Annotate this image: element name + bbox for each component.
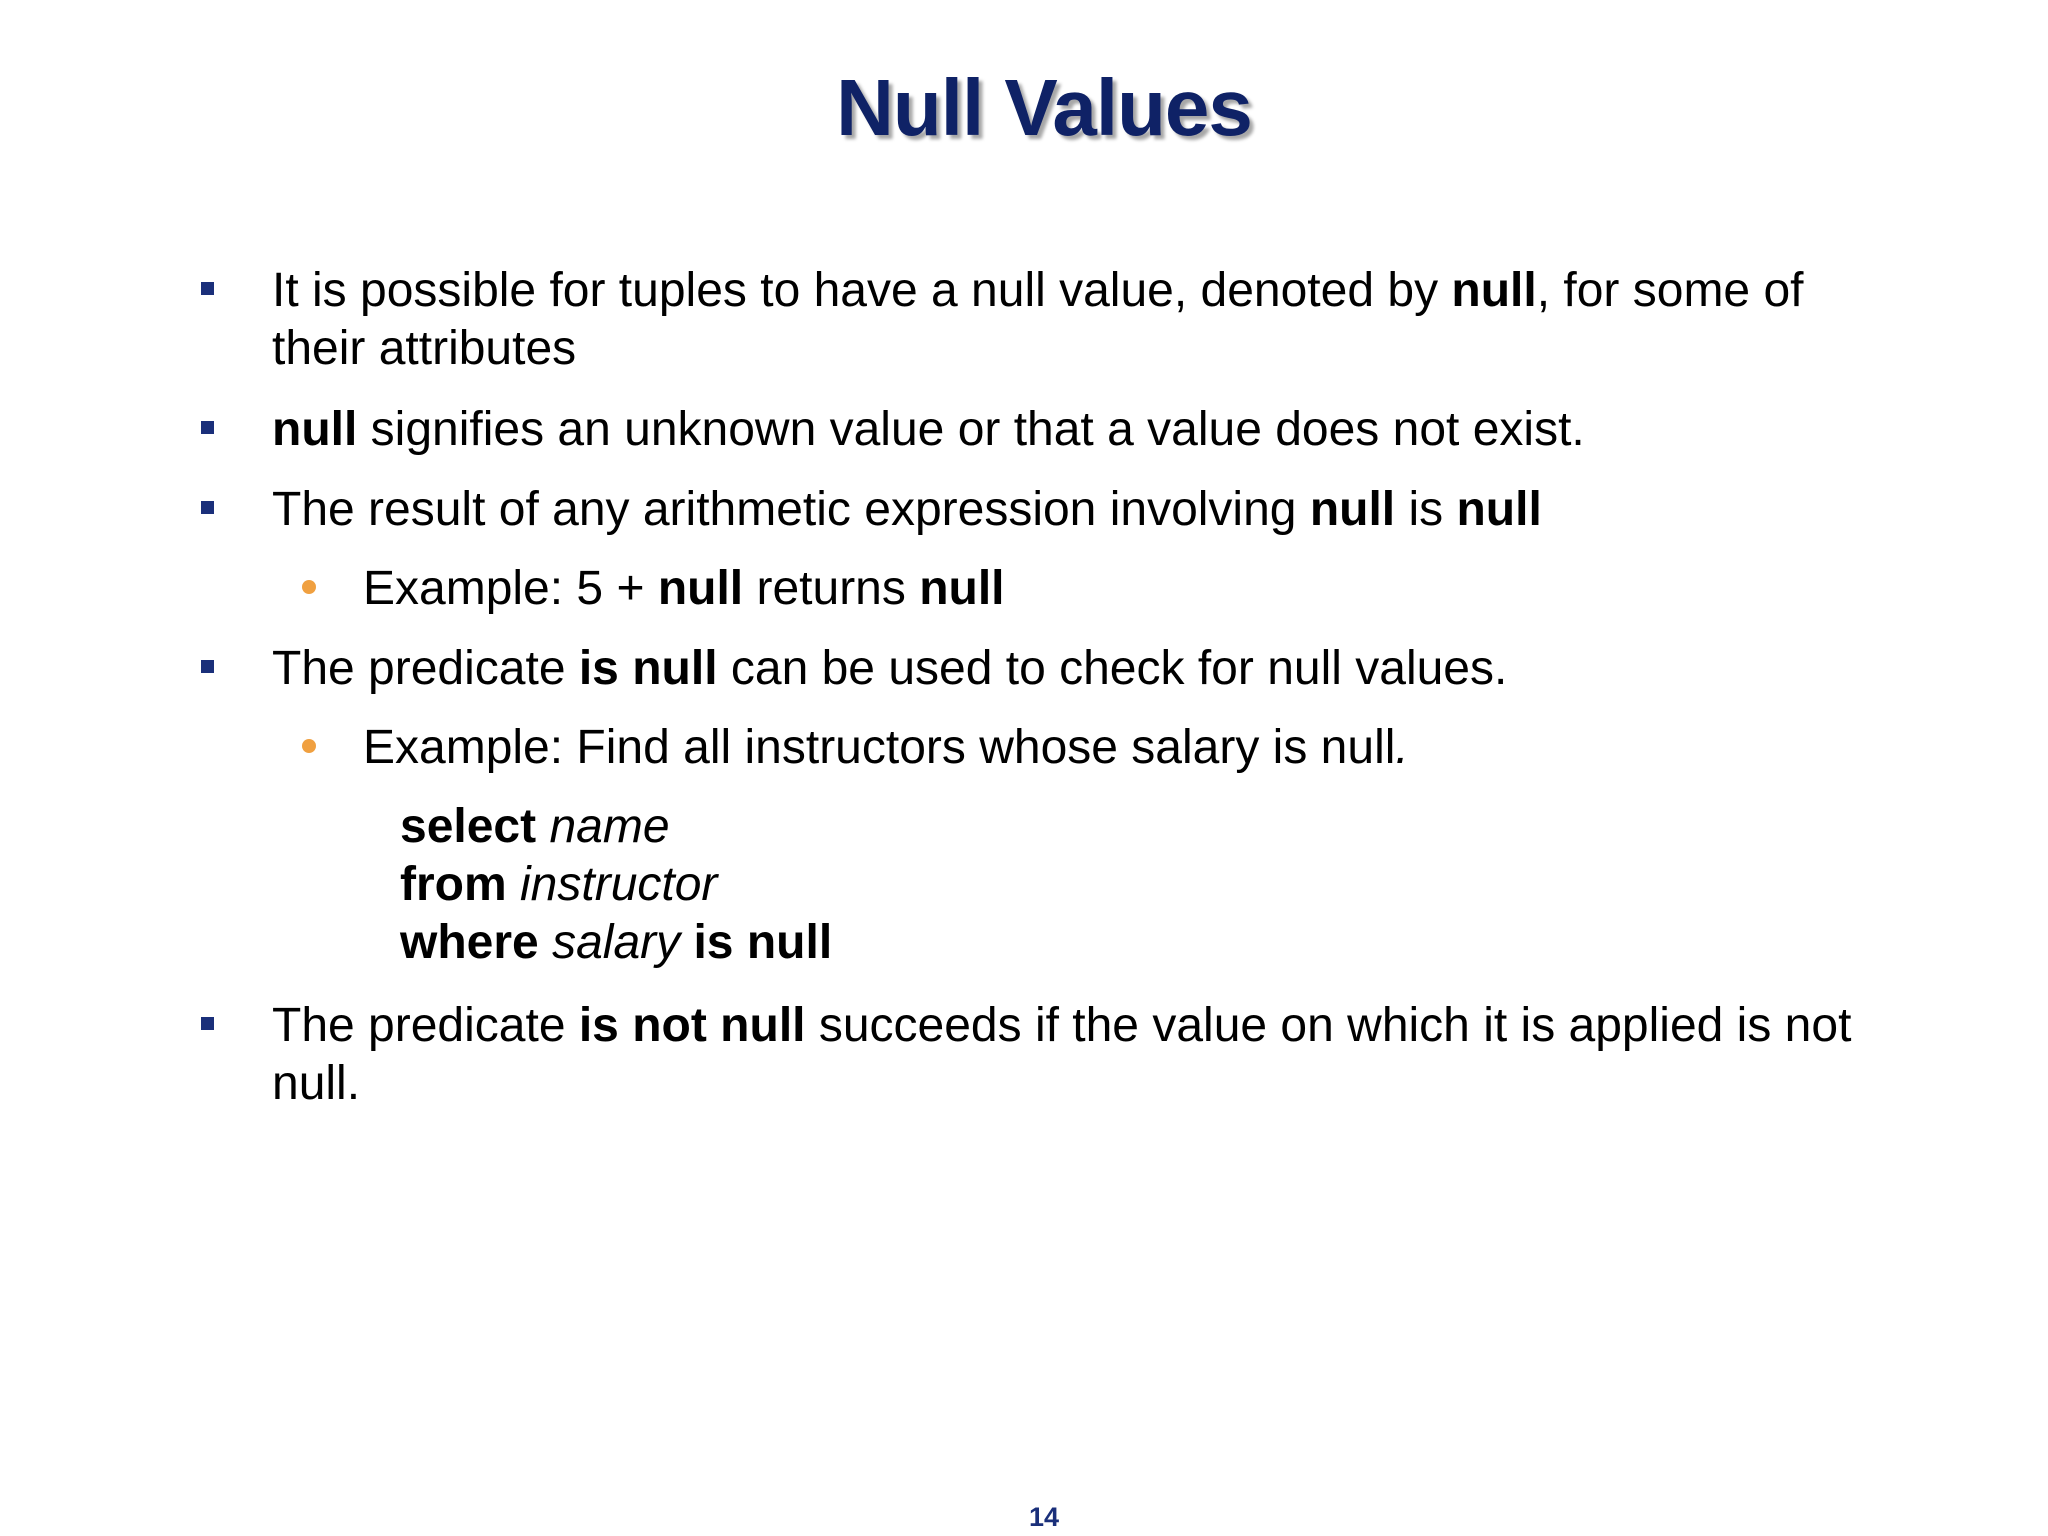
sql-line-where [400, 914, 1600, 972]
sql-keyword: where [400, 916, 539, 969]
keyword-is-null: is null [578, 642, 718, 695]
bullet-item-null-meaning [272, 401, 1872, 459]
keyword-is-not-null: is not null [578, 999, 806, 1052]
page-number: 14 [1028, 1502, 1060, 1532]
sql-keyword: select [400, 800, 537, 853]
text-segment: Example: 5 + [363, 562, 658, 615]
text-segment: Example: Find all instructors whose salary is null [363, 721, 1396, 774]
text-segment: The predicate [272, 999, 579, 1052]
bullet-item-is-not-null [272, 997, 1872, 1113]
sql-identifier: instructor [520, 858, 718, 911]
sql-line-select [400, 798, 1600, 856]
keyword-null: null [919, 562, 1005, 615]
sql-line-from [400, 856, 1600, 914]
text-segment: returns [743, 562, 920, 615]
bullet-item-arithmetic [272, 481, 1872, 539]
slide-title: Null Values [836, 63, 1252, 152]
square-bullet-icon [201, 660, 214, 673]
text-segment: can be used to check for null values. [717, 642, 1508, 695]
text-segment: It is possible for tuples to have a null value, denoted by [272, 264, 1452, 317]
sql-keyword: from [400, 858, 507, 911]
keyword-null: null [1451, 264, 1537, 317]
sub-bullet-arithmetic-example [363, 560, 1863, 618]
sql-identifier: salary [552, 916, 681, 969]
sql-keyword: is null [693, 916, 833, 969]
text-segment: The result of any arithmetic expression involving [272, 483, 1310, 536]
keyword-null: null [1456, 483, 1542, 536]
bullet-item-is-null [272, 640, 1872, 698]
text-segment: The predicate [272, 642, 579, 695]
text-segment: . [1395, 721, 1409, 774]
sql-query-example [400, 798, 1600, 972]
text-segment: signifies an unknown value or that a value does not exist. [357, 403, 1585, 456]
square-bullet-icon [201, 282, 214, 295]
bullet-item-null-possible [272, 262, 1872, 378]
sub-bullet-salary-example [363, 719, 1863, 777]
text-segment: is [1395, 483, 1457, 536]
keyword-null: null [272, 403, 358, 456]
square-bullet-icon [201, 421, 214, 434]
text-segment: succeeds if the value on which it is applied is not null. [272, 999, 1852, 1110]
square-bullet-icon [201, 501, 214, 514]
square-bullet-icon [201, 1017, 214, 1030]
keyword-null: null [657, 562, 744, 615]
text-segment: , for some of their attributes [272, 264, 1804, 375]
keyword-null: null [1309, 483, 1396, 536]
round-bullet-icon [302, 580, 316, 594]
sql-identifier: name [549, 800, 670, 853]
round-bullet-icon [302, 739, 316, 753]
